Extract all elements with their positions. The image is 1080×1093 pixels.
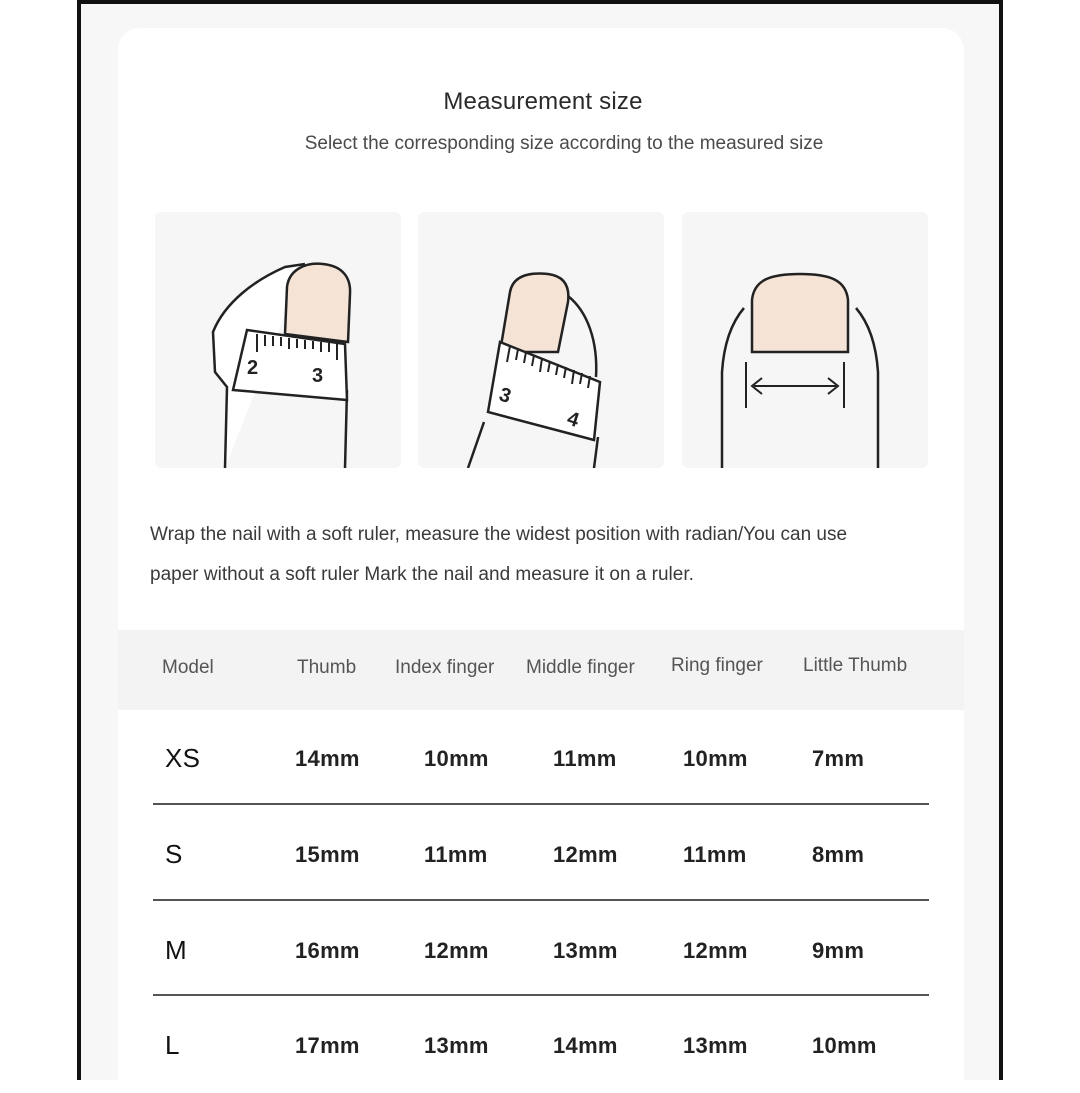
cell-thumb: 17mm bbox=[295, 1033, 360, 1058]
cell-little: 10mm bbox=[812, 1033, 877, 1058]
cell-index: 10mm bbox=[424, 746, 489, 771]
cell-little: 9mm bbox=[812, 938, 865, 963]
header-thumb: Thumb bbox=[297, 657, 357, 678]
table-row bbox=[118, 903, 964, 998]
table-row bbox=[118, 998, 964, 1093]
cell-ring: 13mm bbox=[683, 1033, 748, 1058]
row-divider bbox=[153, 803, 929, 805]
cell-thumb: 15mm bbox=[295, 842, 360, 867]
cell-ring: 12mm bbox=[683, 938, 748, 963]
header-little-thumb: Little Thumb bbox=[803, 655, 908, 676]
instructions-text bbox=[150, 515, 910, 595]
cell-index: 13mm bbox=[424, 1033, 489, 1058]
cell-ring: 11mm bbox=[683, 842, 747, 867]
page-title: Measurement size bbox=[443, 88, 643, 115]
header-model: Model bbox=[162, 657, 214, 678]
row-divider bbox=[153, 899, 929, 901]
header-ring-finger: Ring finger bbox=[671, 655, 763, 676]
cell-model: S bbox=[165, 839, 183, 869]
table-row bbox=[118, 807, 964, 902]
nail-width-illustration bbox=[682, 212, 928, 468]
table-header bbox=[118, 630, 964, 710]
header-middle-finger: Middle finger bbox=[526, 657, 635, 678]
cell-middle: 13mm bbox=[553, 938, 618, 963]
page-subtitle: Select the corresponding size according to the measured size bbox=[304, 133, 824, 154]
cell-thumb: 14mm bbox=[295, 746, 360, 771]
thumb-ruler-illustration bbox=[155, 212, 401, 468]
instructions-line: paper without a soft ruler Mark the nail and measure it on a ruler. bbox=[150, 564, 694, 585]
ruler-mark-label: 4 bbox=[564, 407, 582, 432]
cell-index: 11mm bbox=[424, 842, 488, 867]
ruler-mark-label: 2 bbox=[247, 357, 259, 379]
finger-ruler-illustration bbox=[418, 212, 664, 468]
cell-model: M bbox=[165, 935, 187, 965]
cell-middle: 12mm bbox=[553, 842, 618, 867]
cell-thumb: 16mm bbox=[295, 938, 360, 963]
cell-middle: 14mm bbox=[553, 1033, 618, 1058]
cell-middle: 11mm bbox=[553, 746, 617, 771]
table-row bbox=[118, 711, 964, 806]
header-index-finger: Index finger bbox=[395, 657, 495, 678]
cell-model: L bbox=[165, 1030, 180, 1060]
ruler-mark-label: 3 bbox=[496, 383, 514, 408]
row-divider bbox=[153, 994, 929, 996]
ruler-mark-label: 3 bbox=[312, 365, 324, 387]
cell-model: XS bbox=[165, 743, 201, 773]
instructions-line: Wrap the nail with a soft ruler, measure the widest position with radian/You can use bbox=[150, 524, 848, 545]
cell-ring: 10mm bbox=[683, 746, 748, 771]
cell-little: 7mm bbox=[812, 746, 865, 771]
cell-index: 12mm bbox=[424, 938, 489, 963]
cell-little: 8mm bbox=[812, 842, 865, 867]
